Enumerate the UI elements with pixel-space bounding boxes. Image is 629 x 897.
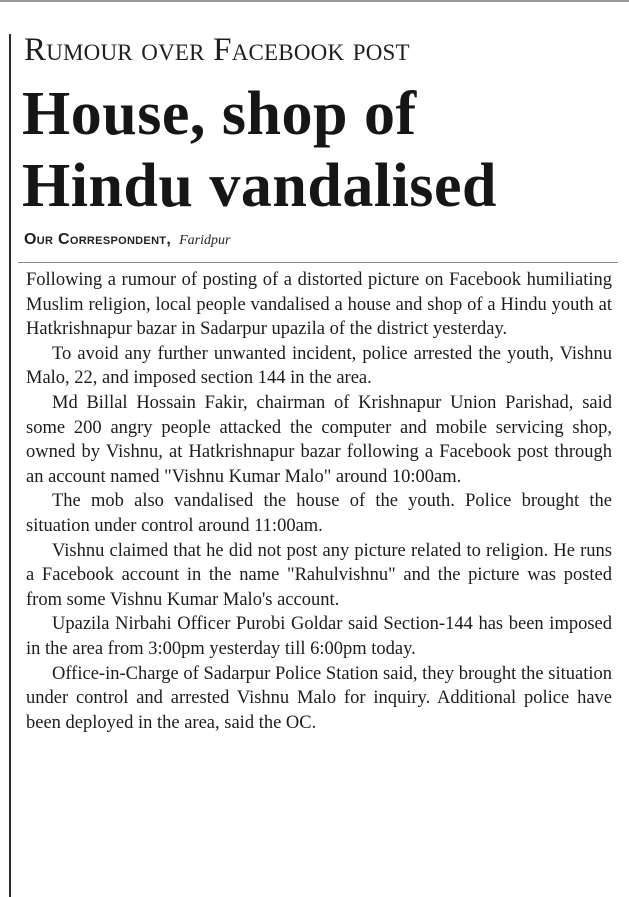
headline-line-1: House, shop of [22,80,417,148]
top-rule [0,0,629,2]
column-rule [9,34,11,897]
article-paragraph: To avoid any further unwanted incident, police arrested the youth, Vishnu Malo, 22, and imposed section 144 in the area. [26,343,612,389]
article-paragraph: Upazila Nirbahi Officer Purobi Goldar said Section-144 has been imposed in the area from 3:00pm yesterday till 6:00pm today. [26,614,612,659]
article-body [26,268,612,735]
byline-divider [18,262,618,263]
article-paragraph: Following a rumour of posting of a distorted picture on Facebook humiliating Muslim religion, local people vandalised a house and shop of a Hindu youth at Hatkrishnapur bazar in Sadarpur upazila of the district yesterday. [26,270,612,340]
article-paragraph: Office-in-Charge of Sadarpur Police Station said, they brought the situation under control and arrested Vishnu Malo for inquiry. Additional police have been deployed in the area, said the OC. [26,663,612,733]
article-paragraph: Md Billal Hossain Fakir, chairman of Krishnapur Union Parishad, said some 200 angry people attacked the computer and mobile servicing shop, owned by Vishnu, at Hatkrishnapur bazar following a Facebook post through an account named "Vishnu Kumar Malo" around 10:00am. [26,392,612,487]
article-kicker: Rumour over Facebook post [24,32,410,68]
byline-author: Our Correspondent, [24,231,172,248]
article-headline [22,78,622,222]
headline-line-2: Hindu vandalised [22,152,497,220]
byline-location: Faridpur [179,233,231,248]
article-byline [24,230,230,251]
article-paragraph: Vishnu claimed that he did not post any picture related to religion. He runs a Facebook account in the name "Rahulvishnu" and the picture was posted from some Vishnu Kumar Malo's account. [26,540,612,610]
article-paragraph: The mob also vandalised the house of the youth. Police brought the situation under control around 11:00am. [26,491,612,536]
